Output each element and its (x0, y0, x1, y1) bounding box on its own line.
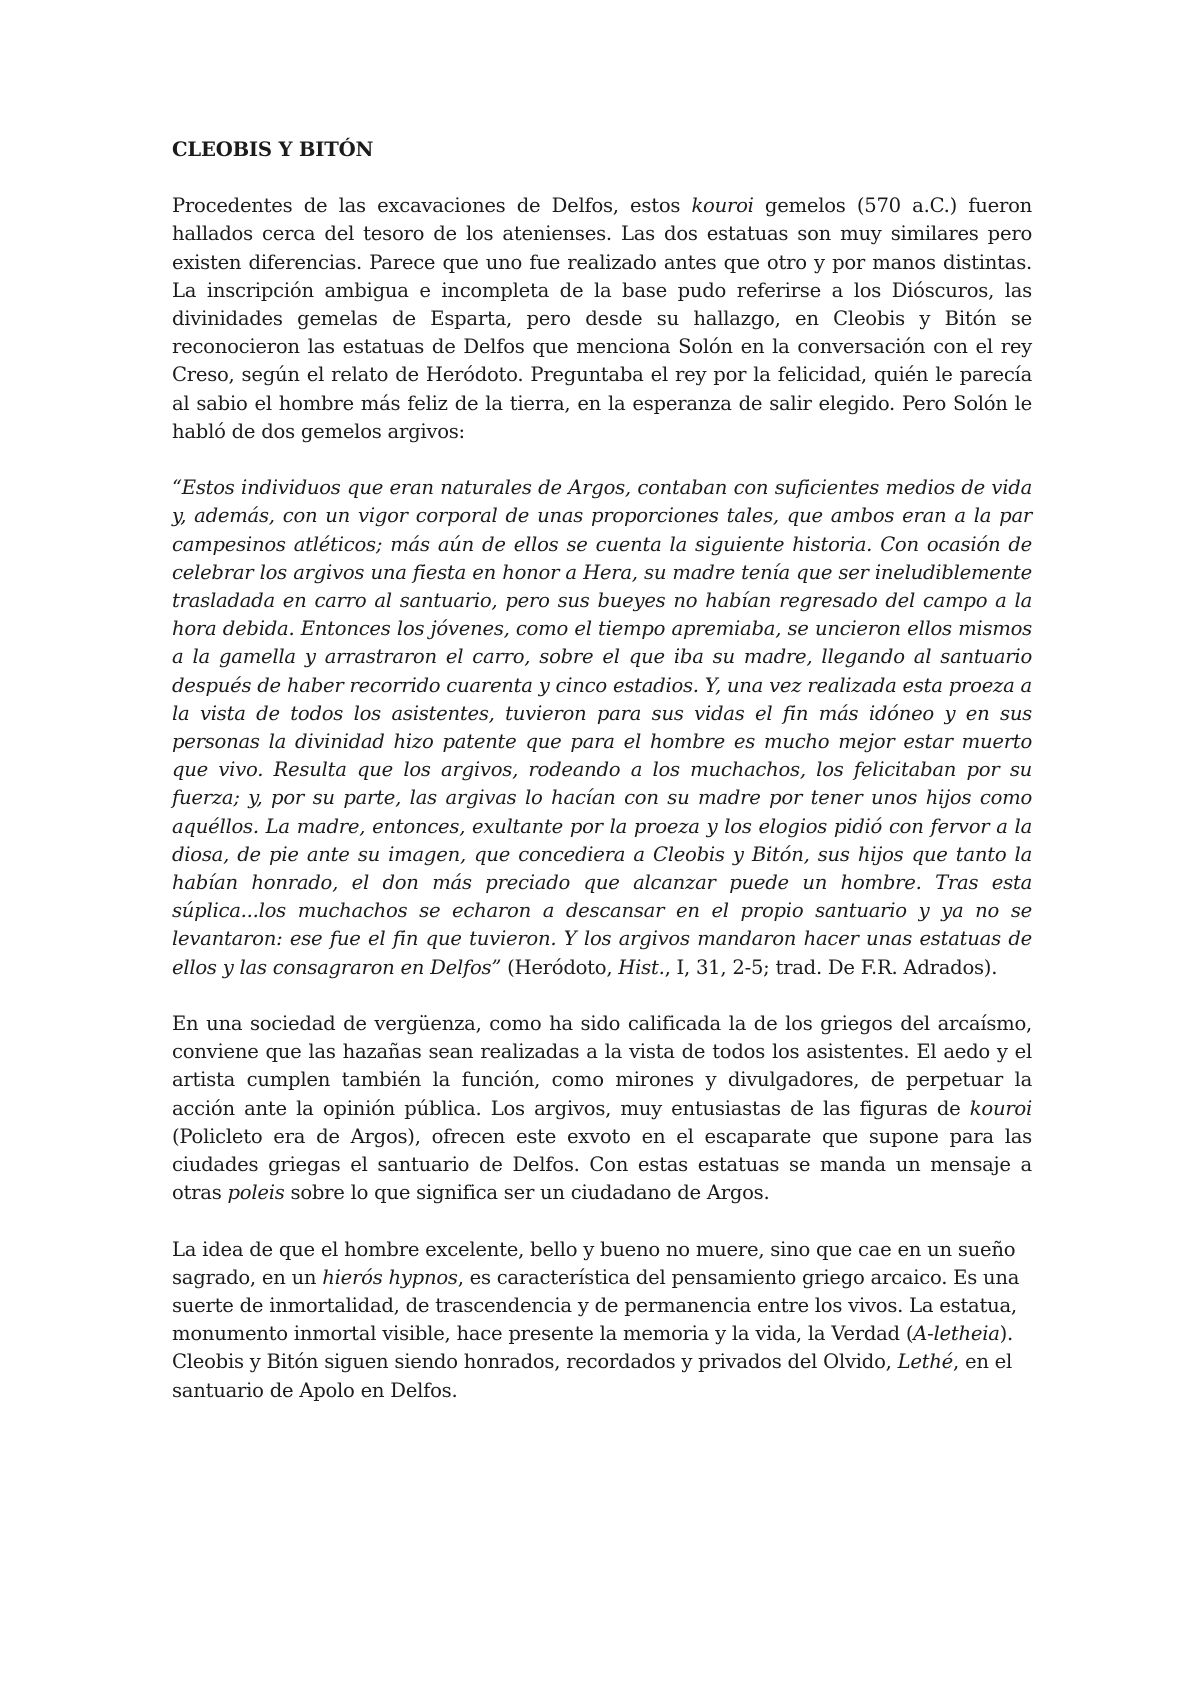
paragraph-shame-text-1: En una sociedad de vergüenza, como ha sido calificada la de los griegos del arcaísmo, conviene que las hazañas sean realizadas a la vista de todos los asistentes. El aedo y el artista cumplen también la función, como mirones y divulgadores, de perpetuar la acción ante la opinión pública. Los argivos, muy entusiastas de las figuras de (172, 1012, 1032, 1120)
paragraph-sleep-text-1: La idea de que el hombre excelente, bello y bueno no muere, sino que cae en un sueño sagrado, en un (172, 1237, 1016, 1289)
document-page (172, 136, 1032, 1433)
paragraph-sleep-italic-aletheia: A-letheia (913, 1322, 1000, 1346)
paragraph-sleep-text-4: , en el santuario de Apolo en Delfos. (172, 1350, 1013, 1402)
paragraph-intro (172, 192, 1032, 446)
citation-text-2: , I, 31, 2-5; trad. De F.R. Adrados). (664, 955, 998, 979)
paragraph-intro-text-1: Procedentes de las excavaciones de Delfos, estos (172, 194, 692, 218)
paragraph-shame-italic-kouroi: kouroi (969, 1096, 1032, 1120)
paragraph-intro-italic-kouroi: kouroi (691, 194, 754, 218)
paragraph-shame-society (172, 1010, 1032, 1207)
paragraph-intro-text-2: gemelos (570 a.C.) fueron hallados cerca del tesoro de los atenienses. Las dos estatuas son muy similares pero existen diferencias. Parece que uno fue realizado antes que otro y por manos distintas. La inscripción ambigua e incompleta de la base pudo referirse a los Dióscuros, las divinidades gemelas de Esparta, pero desde su hallazgo, en Cleobis y Bitón se reconocieron las estatuas de Delfos que menciona Solón en la conversación con el rey Creso, según el relato de Heródoto. Preguntaba el rey por la felicidad, quién le parecía al sabio el hombre más feliz de la tierra, en la esperanza de salir elegido. Pero Solón le habló de dos gemelos argivos: (172, 194, 1032, 443)
paragraph-shame-text-2: (Policleto era de Argos), ofrecen este exvoto en el escaparate que supone para las ciudades griegas el santuario de Delfos. Con estas estatuas se manda un mensaje a otras (172, 1124, 1032, 1205)
citation-italic-hist: Hist. (618, 955, 665, 979)
paragraph-quote (172, 474, 1032, 982)
paragraph-sleep-text-3: ). Cleobis y Bitón siguen siendo honrados, recordados y privados del Olvido, (172, 1322, 1014, 1374)
citation-text-1: (Heródoto, (501, 955, 619, 979)
paragraph-shame-text-3: sobre lo que significa ser un ciudadano de Argos. (284, 1181, 770, 1205)
paragraph-sacred-sleep (172, 1236, 1032, 1405)
paragraph-sleep-italic-lethe: Lethé (897, 1350, 954, 1374)
document-title: CLEOBIS Y BITÓN (172, 138, 374, 161)
paragraph-sleep-italic-hieros-hypnos: hierós hypnos (322, 1265, 458, 1289)
paragraph-sleep-text-2: , es característica del pensamiento griego arcaico. Es una suerte de inmortalidad, de trascendencia y de permanencia entre los vivos. La estatua, monumento inmortal visible, hace presente la memoria y la vida, la Verdad ( (172, 1265, 1020, 1346)
herodotus-quote: “Estos individuos que eran naturales de Argos, contaban con suficientes medios de vida y, además, con un vigor corporal de unas proporciones tales, que ambos eran a la par campesinos atléticos; más aún de ellos se cuenta la siguiente historia. Con ocasión de celebrar los argivos una fiesta en honor a Hera, su madre tenía que ser ineludiblemente trasladada en carro al santuario, pero sus bueyes no habían regresado del campo a la hora debida. Entonces los jóvenes, como el tiempo apremiaba, se uncieron ellos mismos a la gamella y arrastraron el carro, sobre el que iba su madre, llegando al santuario después de haber recorrido cuarenta y cinco estadios. Y, una vez realizada esta proeza a la vista de todos los asistentes, tuvieron para sus vidas el fin más idóneo y en sus personas la divinidad hizo patente que para el hombre es mucho mejor estar muerto que vivo. Resulta que los argivos, rodeando a los muchachos, los felicitaban por su fuerza; y, por su parte, las argivas lo hacían con su madre por tener unos hijos como aquéllos. La madre, entonces, exultante por la proeza y los elogios pidió con fervor a la diosa, de pie ante su imagen, que concediera a Cleobis y Bitón, sus hijos que tanto la habían honrado, el don más preciado que alcanzar puede un hombre. Tras esta súplica...los muchachos se echaron a descansar en el propio santuario y ya no se levantaron: ese fue el fin que tuvieron. Y los argivos mandaron hacer unas estatuas de ellos y las consagraron en Delfos” (172, 476, 1032, 979)
paragraph-shame-italic-poleis: poleis (227, 1181, 285, 1205)
